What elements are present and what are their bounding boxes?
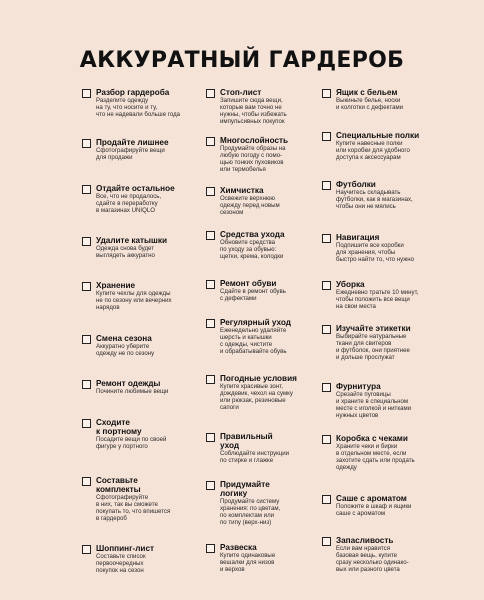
item-title-line: Шоппинг-лист <box>96 544 155 553</box>
item-description-line: чтобы они не мялись <box>336 202 396 210</box>
item-description-line: Разделите одежду <box>96 97 149 104</box>
checkbox[interactable] <box>322 383 331 392</box>
item-title <box>96 334 194 343</box>
item-description-line: которые вам точно не <box>220 103 282 111</box>
checkbox[interactable] <box>322 234 331 243</box>
item-title-line: Ящик с бельем <box>336 88 398 97</box>
item-title-line: Саше с ароматом <box>336 494 407 503</box>
item-description-line: на свои места <box>336 302 376 310</box>
item-description-line: Ежедневно тратьте 10 минут, <box>336 289 419 296</box>
item-description-line: чтобы положить все вещи <box>336 295 410 303</box>
item-description-line: Если вам нравится <box>336 545 390 552</box>
item-title <box>220 136 312 145</box>
item-title-line: Составьте <box>96 476 138 485</box>
checkbox[interactable] <box>206 280 215 289</box>
item-title <box>96 138 194 147</box>
item-description-line: нужных цветов <box>336 411 379 419</box>
checkbox[interactable] <box>82 545 91 554</box>
checklist-item <box>82 184 194 215</box>
item-description-line: доступа к аксессуарам <box>336 153 401 161</box>
item-description-line: или коробки для удобного <box>336 146 410 154</box>
checklist-item <box>82 334 194 358</box>
checklist-item <box>322 536 440 574</box>
checklist-item <box>206 374 312 412</box>
item-description <box>220 384 312 412</box>
item-description <box>336 546 440 574</box>
item-description-line: первоочередных <box>96 559 144 567</box>
item-description <box>336 98 440 112</box>
item-description-line: Сфотографируйте вещи <box>96 147 165 154</box>
item-description <box>220 328 312 356</box>
item-description <box>96 495 194 523</box>
item-description-line: любую погоду с помо- <box>220 151 283 159</box>
checklist-item <box>206 230 312 261</box>
checkbox[interactable] <box>322 325 331 334</box>
checklist-item <box>322 88 440 112</box>
item-description-line: или рюкзак, резиновые <box>220 396 286 404</box>
item-description-line: что не надевали больше года <box>96 110 181 118</box>
checklist-item <box>82 544 194 575</box>
checklist-item <box>322 280 440 311</box>
item-description-line: Положите в шкаф и ящики <box>336 503 412 510</box>
item-description <box>336 392 440 420</box>
item-description-line: с одежды, чистите <box>220 340 273 348</box>
item-description <box>336 243 440 264</box>
item-title-line: Продайте лишнее <box>96 138 169 147</box>
item-description <box>220 451 312 465</box>
item-title <box>336 233 440 242</box>
checklist-item <box>322 131 440 162</box>
checkbox[interactable] <box>206 481 215 490</box>
item-description-line: футболки, как в магазинах, <box>336 195 413 203</box>
checklist-item <box>206 480 312 527</box>
item-description <box>96 344 194 358</box>
item-title-line: Футболки <box>336 180 376 189</box>
item-description <box>220 240 312 261</box>
item-description-line: Обновите средства <box>220 239 276 246</box>
item-description-line: выглядеть аккуратно <box>96 251 155 259</box>
checkbox[interactable] <box>322 181 331 190</box>
item-description <box>336 290 440 311</box>
checklist-item <box>206 136 312 174</box>
item-description-line: по комплектам или <box>220 511 275 519</box>
item-description-line: Купите чехлы для одежды <box>96 290 171 297</box>
item-title <box>336 324 440 333</box>
checkbox[interactable] <box>206 231 215 240</box>
item-title <box>336 280 440 289</box>
checkbox[interactable] <box>206 137 215 146</box>
item-title-line: Изучайте этикетки <box>336 324 411 333</box>
checklist-item <box>206 318 312 356</box>
item-description-line: покупать то, что впишется <box>96 507 171 515</box>
item-title <box>336 434 440 443</box>
item-description-line: Все, что не продалось, <box>96 193 162 200</box>
checklist-item <box>322 233 440 264</box>
item-description <box>96 246 194 260</box>
item-description-line: одежду перед новым <box>220 201 280 209</box>
item-title <box>336 88 440 97</box>
item-title <box>96 281 194 290</box>
item-description-line: Аккуратно уберите <box>96 343 150 350</box>
checklist-item <box>322 180 440 211</box>
item-description-line: Купите одинаковые <box>220 552 276 559</box>
item-description-line: вешалки для низов <box>220 558 275 566</box>
item-description-line: и футболок, они приятнее <box>336 346 410 354</box>
item-title-line: Специальные полки <box>336 131 420 140</box>
item-title <box>96 184 194 193</box>
item-description-line: и колготки с дефектами <box>336 103 404 111</box>
checkbox[interactable] <box>206 319 215 328</box>
item-description-line: нужны, чтобы избежать <box>220 110 287 118</box>
checklist-item <box>82 88 194 119</box>
item-description-line: не по сезону или вечерних <box>96 296 172 304</box>
item-title-line: Фурнитура <box>336 382 381 391</box>
checkbox[interactable] <box>82 419 91 428</box>
checklist-item <box>322 494 440 518</box>
checklist-item <box>206 279 312 303</box>
item-description <box>336 504 440 518</box>
item-description-line: в отдельном месте, если <box>336 449 407 457</box>
item-description <box>336 334 440 362</box>
item-description <box>96 554 194 575</box>
item-description-line: Соблюдайте инструкции <box>220 450 290 457</box>
item-description-line: сразу несколько одинако- <box>336 558 409 566</box>
item-title-line: Отдайте остальное <box>96 184 175 193</box>
item-description <box>96 194 194 215</box>
checklist-item <box>82 236 194 260</box>
checklist-item <box>206 543 312 574</box>
item-description-line: с дефектами <box>220 294 257 302</box>
item-title <box>220 318 312 327</box>
checkbox[interactable] <box>322 132 331 141</box>
item-title-line: логику <box>220 489 248 498</box>
item-title-line: Придумайте <box>220 480 270 489</box>
checkbox[interactable] <box>82 237 91 246</box>
item-description-line: и храните в специальном <box>336 397 409 405</box>
item-title-line: Средства ухода <box>220 230 285 239</box>
item-title-line: Сходите <box>96 418 130 427</box>
item-description-line: Храните чеки и бирки <box>336 443 398 450</box>
item-description <box>96 437 194 451</box>
item-title-line: Регулярный уход <box>220 318 291 327</box>
page-title: АККУРАТНЫЙ ГАРДЕРОБ <box>79 48 405 73</box>
item-title <box>96 544 194 553</box>
item-title <box>96 379 194 388</box>
checkbox[interactable] <box>82 282 91 291</box>
item-description-line: Составьте список <box>96 553 146 560</box>
item-title-line: Ремонт обуви <box>220 279 277 288</box>
item-description-line: по стирке и глажке <box>220 456 274 464</box>
checklist-item <box>82 379 194 396</box>
item-title <box>220 543 312 552</box>
item-description <box>336 190 440 211</box>
item-title-line: Стоп-лист <box>220 88 262 97</box>
item-title-line: комплекты <box>96 485 141 494</box>
item-title <box>220 374 312 383</box>
item-title-line: Многослойность <box>220 136 289 145</box>
item-description-line: вых или разного цвета <box>336 565 400 573</box>
checkbox[interactable] <box>82 139 91 148</box>
checkbox[interactable] <box>206 433 215 442</box>
checklist-item <box>82 418 194 451</box>
checkbox[interactable] <box>82 89 91 98</box>
checkbox[interactable] <box>322 537 331 546</box>
checkbox[interactable] <box>82 477 91 486</box>
item-description <box>220 98 312 126</box>
item-description-line: Научитесь складывать <box>336 189 401 196</box>
item-title <box>220 480 312 498</box>
item-description <box>220 289 312 303</box>
item-title-line: Смена сезона <box>96 334 152 343</box>
item-description-line: Почините любимые вещи <box>96 388 169 395</box>
item-description-line: базовая вещь, купите <box>336 551 398 559</box>
item-description-line: ткани для свитеров <box>336 339 392 347</box>
checkbox[interactable] <box>322 495 331 504</box>
checkbox[interactable] <box>206 544 215 553</box>
item-description <box>220 146 312 174</box>
checklist-item <box>206 432 312 465</box>
item-description-line: дождевик, чехол на сумку <box>220 389 293 397</box>
item-title-line: уход <box>220 441 240 450</box>
item-description-line: хранения: по цветам, <box>220 504 281 512</box>
item-description-line: Продумайте образы на <box>220 145 286 152</box>
item-title-line: Навигация <box>336 233 380 242</box>
checkbox[interactable] <box>82 185 91 194</box>
item-description <box>96 291 194 312</box>
item-description-line: Срезайте пуговицы <box>336 391 391 398</box>
item-description <box>220 553 312 574</box>
item-description-line: сапоги <box>220 403 239 411</box>
item-description-line: одежду не по сезону <box>96 349 155 357</box>
checkbox[interactable] <box>206 89 215 98</box>
item-description <box>336 444 440 472</box>
item-title-line: Запасливость <box>336 536 394 545</box>
item-description-line: и верхов <box>220 565 245 573</box>
checkbox[interactable] <box>322 281 331 290</box>
item-description-line: Одежда снова будет <box>96 245 154 252</box>
item-description-line: Еженедельно удаляйте <box>220 327 287 334</box>
item-title <box>336 180 440 189</box>
item-description-line: и дольше прослужат <box>336 353 395 361</box>
item-description-line: импульсивных покупок <box>220 117 285 125</box>
checkbox[interactable] <box>206 375 215 384</box>
item-description-line: для продажи <box>96 153 133 161</box>
item-title <box>336 131 440 140</box>
item-description <box>220 499 312 527</box>
item-description-line: Освежите верхнюю <box>220 195 275 202</box>
item-title <box>96 418 194 436</box>
checkbox[interactable] <box>82 335 91 344</box>
item-description-line: Посадите вещи по своей <box>96 436 167 443</box>
item-description <box>96 389 194 396</box>
item-description-line: нарядов <box>96 303 120 311</box>
item-title <box>96 236 194 245</box>
item-description-line: Купите красивые зонт, <box>220 383 283 390</box>
item-title-line: Ремонт одежды <box>96 379 161 388</box>
item-title <box>336 494 440 503</box>
item-description <box>96 98 194 119</box>
item-description <box>336 141 440 162</box>
item-title <box>96 476 194 494</box>
item-description-line: фигуре у портного <box>96 442 148 450</box>
checkbox[interactable] <box>322 89 331 98</box>
item-description-line: сдайте в переработку <box>96 199 158 207</box>
item-description-line: месте с иголкой и нитками <box>336 404 412 412</box>
item-description-line: Выбирайте натуральные <box>336 333 407 340</box>
item-description-line: по уходу за обувью: <box>220 245 277 253</box>
item-description-line: захотите сдать или продать <box>336 456 415 464</box>
checkbox[interactable] <box>322 435 331 444</box>
item-title <box>336 536 440 545</box>
item-title <box>220 186 312 195</box>
item-title <box>220 432 312 450</box>
checklist-item <box>82 138 194 162</box>
checkbox[interactable] <box>82 380 91 389</box>
item-description-line: Купите навесные полки <box>336 140 403 147</box>
item-title-line: Разбор гардероба <box>96 88 170 97</box>
checklist-item <box>322 382 440 420</box>
item-title-line: Хранение <box>96 281 136 290</box>
item-description-line: Подпишите все коробки <box>336 242 404 249</box>
item-title-line: Коробка с чеками <box>336 434 408 443</box>
item-description-line: шерсть и катышки <box>220 333 272 341</box>
item-title-line: к портному <box>96 427 142 436</box>
checklist-item <box>82 281 194 312</box>
item-description-line: саше с ароматом <box>336 509 386 517</box>
item-description <box>220 196 312 217</box>
item-title-line: Химчистка <box>220 186 264 195</box>
checklist-item <box>322 324 440 362</box>
item-title-line: Удалите катышки <box>96 236 168 245</box>
item-description-line: покупок на сезон <box>96 566 144 574</box>
item-title-line: Погодные условия <box>220 374 297 383</box>
item-description-line: в гардероб <box>96 514 127 522</box>
item-description-line: и обрабатывайте обувь <box>220 347 287 355</box>
item-description-line: щетки, крема, колодки <box>220 252 284 260</box>
checklist-item <box>322 434 440 472</box>
item-description-line: быстро найти то, что нужно <box>336 255 415 263</box>
item-description-line: Продумайте систему <box>220 498 280 505</box>
item-description-line: по типу (верх-низ) <box>220 518 272 526</box>
item-description-line: Сдайте в ремонт обувь <box>220 288 286 295</box>
item-title-line: Развеска <box>220 543 257 552</box>
item-description-line: или термобелья <box>220 165 266 173</box>
checklist-item <box>206 186 312 217</box>
item-title-line: Уборка <box>336 280 365 289</box>
item-description-line: для хранения, чтобы <box>336 248 396 256</box>
item-description-line: на ту, что носите и ту, <box>96 103 158 111</box>
item-description-line: щью тонких пуховиков <box>220 158 284 166</box>
item-description-line: в магазинах UNIQLO <box>96 206 155 214</box>
item-description <box>96 148 194 162</box>
item-description-line: Выкиньте белье, носки <box>336 97 401 104</box>
item-description-line: в них, так вы сможете <box>96 500 158 508</box>
item-title <box>220 230 312 239</box>
item-title <box>220 88 312 97</box>
item-title <box>96 88 194 97</box>
checklist-item <box>206 88 312 126</box>
item-description-line: сезоном <box>220 208 244 216</box>
item-title-line: Правильный <box>220 432 273 441</box>
item-description-line: Сфотографируйте <box>96 494 149 501</box>
item-description-line: Запишите сюда вещи, <box>220 97 283 104</box>
item-title <box>220 279 312 288</box>
item-title <box>336 382 440 391</box>
checkbox[interactable] <box>206 187 215 196</box>
checklist-item <box>82 476 194 523</box>
item-description-line: одежду <box>336 463 357 471</box>
